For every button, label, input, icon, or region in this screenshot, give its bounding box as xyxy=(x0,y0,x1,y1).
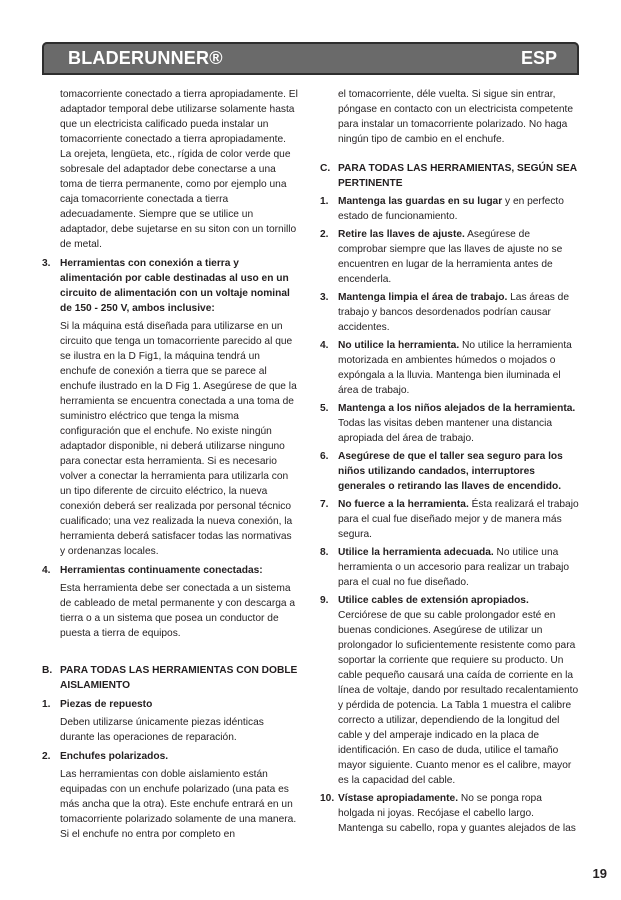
item-body: Deben utilizarse únicamente piezas idénticas durante las operaciones de reparación. xyxy=(60,717,264,743)
item-title: Mantenga limpia el área de trabajo. xyxy=(338,292,508,303)
item-body: Todas las visitas deben mantener una distancia apropiada del área de trabajo. xyxy=(338,418,553,444)
item-body: Las herramientas con doble aislamiento están equipadas con un enchufe polarizado (una pata es más ancha que la otra). Este enchufe entrará en un tomacorriente polarizado solamente de una manera. Si el enchufe no entra por completo en xyxy=(60,769,297,840)
item-number: 8. xyxy=(320,547,329,558)
left-column xyxy=(42,87,298,842)
item-body: No se ponga ropa holgada ni joyas. Recójase el cabello largo. Mantenga su cabello, ropa y guantes alejados de las xyxy=(338,793,576,834)
item-body: Cerciórese de que su cable prolongador esté en buenas condiciones. Asegúrese de utilizar un prolongador lo suficientemente resistente como para soportar la corriente que requiere su producto. Un cable pequeño causará una caída de corriente en la línea de voltaje, dando por resultado recalentamiento y pérdida de potencia. La Tabla 1 muestra el calibre correcto a utilizar, dependiendo de la longitud del cable y del amperaje indicado en la placa de identificación. En caso de duda, utilice el tamaño mayor siguiente. Cuanto menor es el calibre, mayor es la capacidad del cable. xyxy=(338,610,579,786)
item-title: No utilice la herramienta. xyxy=(338,340,460,351)
item-title: Enchufes polarizados. xyxy=(60,751,169,762)
section-b-heading xyxy=(42,663,298,693)
item-c2 xyxy=(320,227,580,287)
item-number: 5. xyxy=(320,403,329,414)
item-number: 7. xyxy=(320,499,329,510)
item-title: Vístase apropiadamente. xyxy=(338,793,459,804)
item-b2 xyxy=(42,749,298,842)
item-c8 xyxy=(320,545,580,590)
item-body: Esta herramienta debe ser conectada a un sistema de cableado de metal permanente y con descarga a tierra o a un sistema que posea un conductor de puesta a tierra de equipos. xyxy=(60,583,296,639)
item-body: Asegúrese de comprobar siempre que las llaves de ajuste no se encuentren en lugar de la herramienta antes de encenderla. xyxy=(338,229,563,285)
section-title: PARA TODAS LAS HERRAMIENTAS, SEGÚN SEA PERTINENTE xyxy=(338,163,577,189)
item-number: 2. xyxy=(320,229,329,240)
item-c7 xyxy=(320,497,580,542)
item-title: Utilice cables de extensión apropiados. xyxy=(338,595,529,606)
item-body: No utilice una herramienta o un accesorio para realizar un trabajo para el cual no fue diseñado. xyxy=(338,547,570,588)
item-c3 xyxy=(320,290,580,335)
item-body: No utilice la herramienta motorizada en ambientes húmedos o mojados o expóngala a la lluvia. Mantenga bien iluminada el área de trabajo. xyxy=(338,340,572,396)
item-a3 xyxy=(42,256,298,559)
item-c9 xyxy=(320,593,580,788)
item-number: 3. xyxy=(320,292,329,303)
brand-title: BLADERUNNER® xyxy=(68,48,223,68)
item-title: Retire las llaves de ajuste. xyxy=(338,229,465,240)
item-c5 xyxy=(320,401,580,446)
item-title: Piezas de repuesto xyxy=(60,699,153,710)
item-number: 10. xyxy=(320,793,335,804)
item-number: 4. xyxy=(42,565,51,576)
item-c10 xyxy=(320,791,580,836)
left-intro-text: tomacorriente conectado a tierra apropiadamente. El adaptador temporal debe utilizarse solamente hasta que un electricista calificado pueda instalar un tomacorriente conectado a tierra apropiadamente. La orejeta, lengüeta, etc., rígida de color verde que sobresale del adaptador debe conectarse a una toma de tierra permanente, como por ejemplo una caja tomacorriente conectada a tierra adecuadamente. Siempre que se utilice un adaptador, debe sujetarse en su siton con un tornillo de metal. xyxy=(60,89,298,250)
item-title: No fuerce a la herramienta. xyxy=(338,499,469,510)
right-intro-text: el tomacorriente, déle vuelta. Si sigue sin entrar, póngase en contacto con un electricista competente para instalar un tomacorriente polarizado. No haga ningún tipo de cambio en el enchufe. xyxy=(338,89,574,145)
item-number: 6. xyxy=(320,451,329,462)
item-title: Mantenga las guardas en su lugar xyxy=(338,196,503,207)
page-header xyxy=(42,42,579,75)
section-title: PARA TODAS LAS HERRAMIENTAS CON DOBLE AISLAMIENTO xyxy=(60,665,298,691)
item-c4 xyxy=(320,338,580,398)
item-number: 1. xyxy=(42,699,51,710)
item-a4 xyxy=(42,563,298,641)
right-column xyxy=(320,87,580,836)
item-title: Asegúrese de que el taller sea seguro para los niños utilizando candados, interruptores generales o retirando las llaves de encendido. xyxy=(338,451,563,492)
item-number: 4. xyxy=(320,340,329,351)
item-title: Mantenga a los niños alejados de la herramienta. xyxy=(338,403,576,414)
item-body: y en perfecto estado de funcionamiento. xyxy=(338,196,564,222)
page-number: 19 xyxy=(592,866,607,881)
item-number: 1. xyxy=(320,196,329,207)
section-c-heading xyxy=(320,161,580,191)
language-code: ESP xyxy=(520,48,557,68)
item-number: 9. xyxy=(320,595,329,606)
item-body: Las áreas de trabajo y bancos desordenados podrían causar accidentes. xyxy=(338,292,570,333)
item-c6 xyxy=(320,449,580,494)
item-title: Herramientas continuamente conectadas: xyxy=(60,565,263,576)
item-c1 xyxy=(320,194,580,224)
item-title: Herramientas con conexión a tierra y alimentación por cable destinadas al uso en un circuito de alimentación con un voltaje nominal de 150 - 250 V, ambos inclusive: xyxy=(60,258,290,314)
item-body: Si la máquina está diseñada para utilizarse en un circuito que tenga un tomacorriente parecido al que se ilustra en la D Fig1, la máquina tendrá un enchufe de conexión a tierra que se parece al enchufe ilustrado en la D Fig 1. Asegúrese de que la herramienta se encuentra conectada a una toma de suministro eléctrico que tenga la misma configuración que el enchufe. No existe ningún adaptador disponible, ni deberá utilizarse ninguno para conectar esta herramienta. Si es necesario volver a conectar la herramienta para utilizarla con un tipo diferente de circuito eléctrico, la nueva conexión deberá ser realizada por personal técnico cualificado; una vez realizada la nueva conexión, la herramienta deberá satisfacer todas las normativas y ordenanzas locales. xyxy=(60,321,297,557)
item-number: 2. xyxy=(42,751,51,762)
item-number: 3. xyxy=(42,258,51,269)
item-b1 xyxy=(42,697,298,745)
section-letter: C. xyxy=(320,163,331,174)
item-title: Utilice la herramienta adecuada. xyxy=(338,547,494,558)
section-letter: B. xyxy=(42,665,53,676)
item-body: Ésta realizará el trabajo para el cual fue diseñado mejor y de manera más segura. xyxy=(338,499,579,540)
